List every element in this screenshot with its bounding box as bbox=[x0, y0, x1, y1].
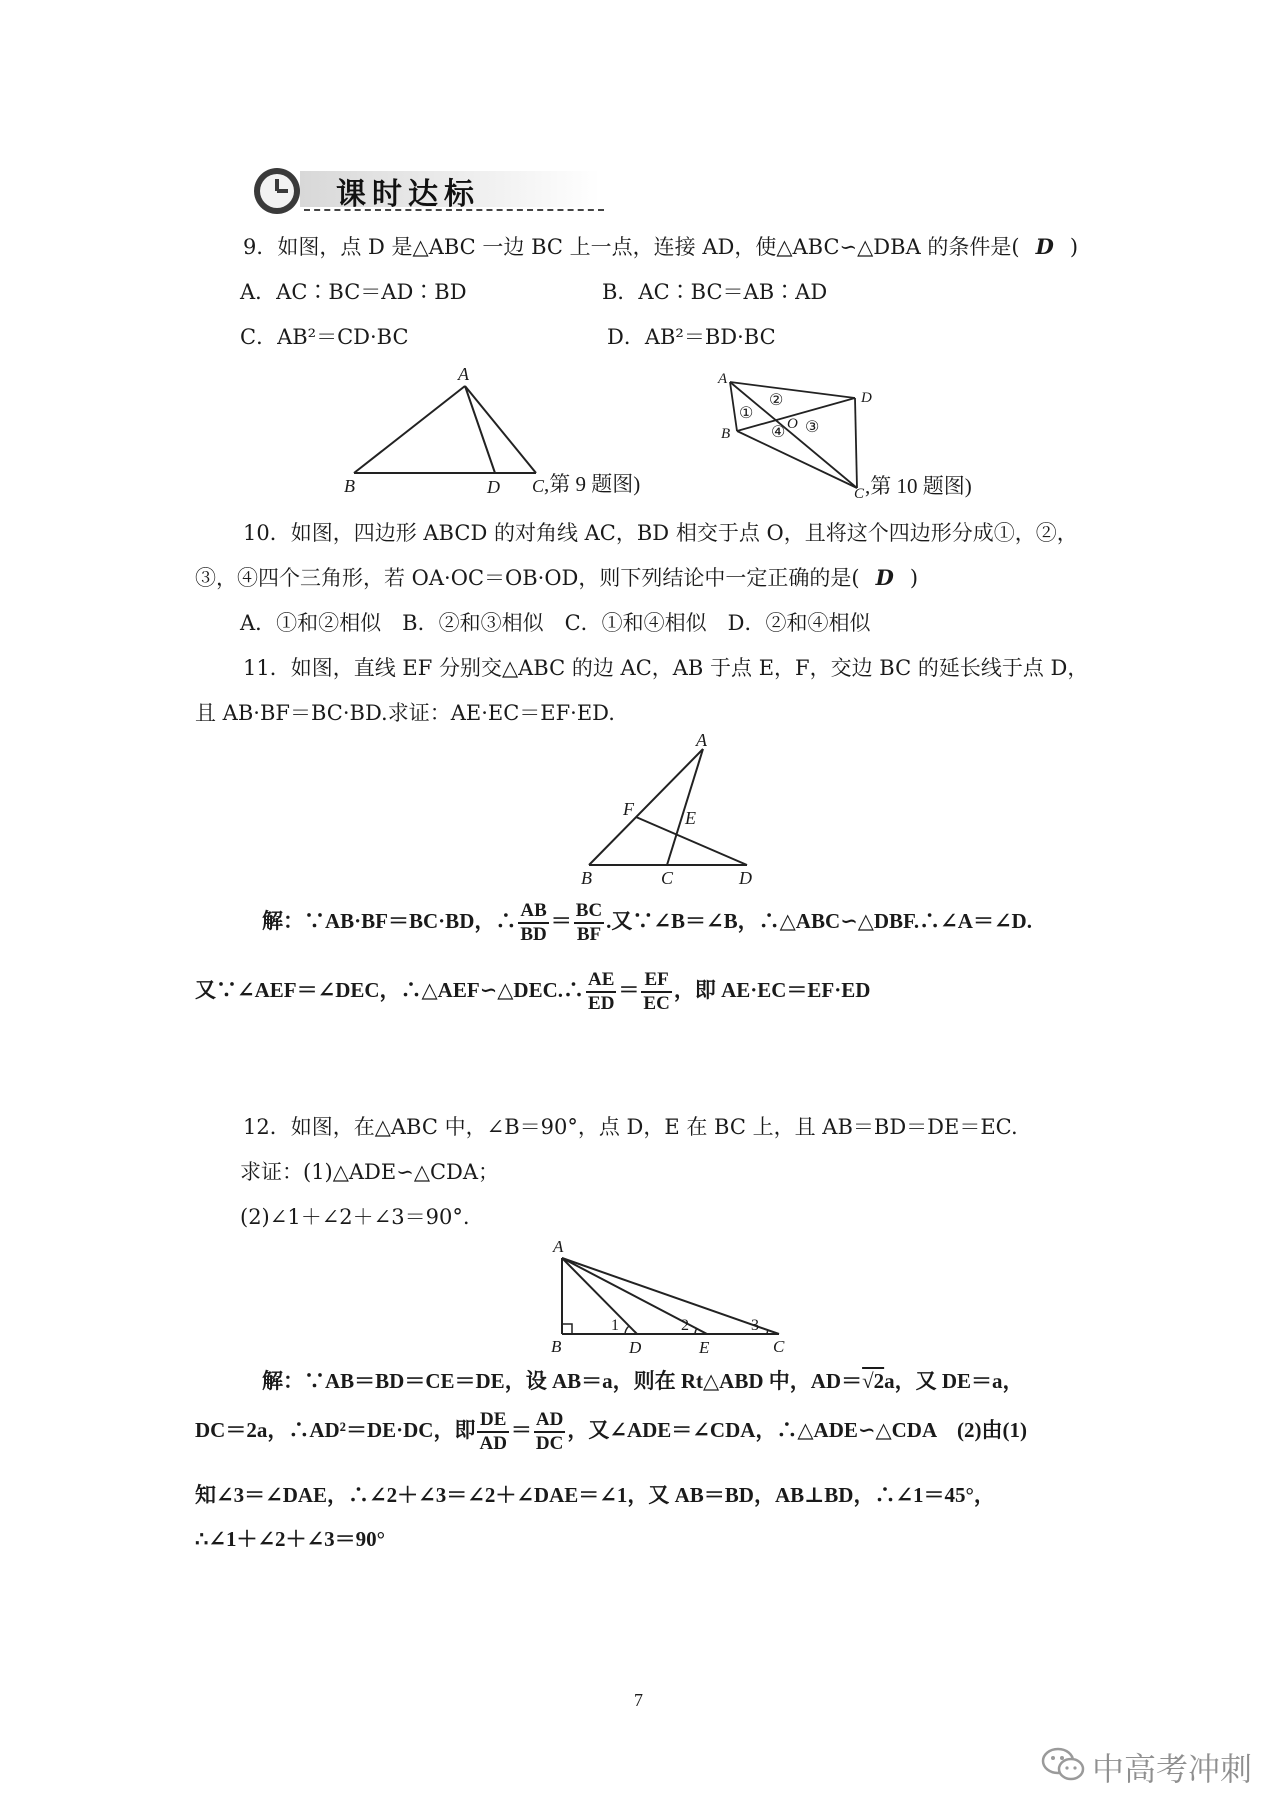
fig12-label-d: D bbox=[629, 1338, 642, 1357]
section-title: 课时达标 bbox=[336, 177, 480, 212]
q10-line2: ③，④四个三角形，若 OA·OC＝OB·OD，则下列结论中一定正确的是( D ) bbox=[195, 565, 919, 590]
fig11-label-c: C bbox=[661, 868, 674, 888]
fig10-label-o: O bbox=[787, 416, 798, 432]
fig11-label-b: B bbox=[581, 868, 592, 888]
q9-option-c: C．AB²＝CD·BC bbox=[240, 325, 409, 349]
q12-line2: 求证：(1)△ADE∽△CDA； bbox=[240, 1160, 500, 1184]
fig12-angle-2: 2 bbox=[681, 1317, 689, 1334]
fig11-label-a: A bbox=[696, 732, 707, 750]
q10-options: A．①和②相似 B．②和③相似 C．①和④相似 D．②和④相似 bbox=[240, 611, 871, 635]
q9-answer: D bbox=[1035, 234, 1054, 259]
section-header bbox=[250, 165, 610, 217]
q10-line1: 10．如图，四边形 ABCD 的对角线 AC，BD 相交于点 O，且将这个四边形分成①，②， bbox=[243, 521, 1078, 545]
q9-stem: 9．如图，点 D 是△ABC 一边 BC 上一点，连接 AD，使△ABC∽△DBA 的条件是( D ) bbox=[243, 234, 1079, 259]
fig10-label-a: A bbox=[718, 371, 728, 387]
fig11-label-e: E bbox=[685, 808, 696, 828]
q9-option-d: D．AB²＝BD·BC bbox=[607, 325, 776, 349]
q11-fraction-4: $\frac{EF}{EC}$ bbox=[643, 969, 670, 1015]
fig9-caption: ,第 9 题图) bbox=[544, 472, 641, 496]
fig11-label-f: F bbox=[623, 799, 634, 819]
q11-solution-line1: 解：∵AB·BF＝BC·BD，∴ $\frac{AB}{BD}$ ＝ $\frac{BC}{BF}$ .又∵∠B＝∠B，∴△ABC∽△DBF.∴∠A＝∠D. bbox=[262, 900, 1032, 946]
q11-line1: 11．如图，直线 EF 分别交△ABC 的边 AC，AB 于点 E，F，交边 BC 的延长线于点 D， bbox=[243, 656, 1089, 680]
fig10-region-3: ③ bbox=[805, 419, 820, 436]
q12-fraction-2: $\frac{AD}{DC}$ bbox=[535, 1409, 564, 1455]
q11-fraction-2: $\frac{BC}{BF}$ bbox=[575, 900, 603, 946]
q11-line2: 且 AB·BF＝BC·BD.求证：AE·EC＝EF·ED. bbox=[195, 701, 615, 725]
q12-solution-line1: 解：∵AB＝BD＝CE＝DE，设 AB＝a，则在 Rt△ABD 中，AD＝√2a，又 DE＝a， bbox=[262, 1369, 1024, 1393]
q12-solution-line4: ∴∠1＋∠2＋∠3＝90° bbox=[195, 1527, 386, 1551]
fig10-region-2: ② bbox=[769, 392, 784, 409]
fig12-angle-1: 1 bbox=[611, 1317, 619, 1334]
fig9-label-d: D bbox=[487, 477, 500, 497]
q12-line3: (2)∠1＋∠2＋∠3＝90°. bbox=[240, 1205, 470, 1229]
q12-solution-line2: DC＝2a，∴AD²＝DE·DC，即 $\frac{DE}{AD}$ ＝ $\frac{AD}{DC}$ ，又∠ADE＝∠CDA，∴△ADE∽△CDA (2)由(1) bbox=[195, 1409, 1027, 1455]
q12-solution-line3: 知∠3＝∠DAE，∴∠2＋∠3＝∠2＋∠DAE＝∠1，又 AB＝BD，AB⊥BD，∴∠1＝45°， bbox=[195, 1483, 995, 1507]
fig10-region-1: ① bbox=[739, 405, 754, 422]
fig9-label-b: B bbox=[344, 476, 355, 496]
fig11-label-d: D bbox=[739, 868, 752, 888]
fig10-region-4: ④ bbox=[771, 424, 786, 441]
fig9-label-c: C bbox=[532, 476, 545, 496]
fig12-label-e: E bbox=[699, 1338, 710, 1357]
fig12-angle-3: 3 bbox=[751, 1317, 759, 1334]
figure-11 bbox=[575, 732, 775, 892]
figure-9 bbox=[340, 360, 680, 500]
q12-fraction-1: $\frac{DE}{AD}$ bbox=[479, 1409, 507, 1455]
q9-option-b: B．AC∶BC＝AB∶AD bbox=[602, 280, 828, 304]
fig12-label-a: A bbox=[553, 1240, 564, 1256]
q9-option-a: A．AC∶BC＝AD∶BD bbox=[240, 280, 467, 304]
q11-solution-line2: 又∵∠AEF＝∠DEC，∴△AEF∽△DEC.∴ $\frac{AE}{ED}$ ＝ $\frac{EF}{EC}$ ，即 AE·EC＝EF·ED bbox=[195, 969, 871, 1015]
q11-fraction-3: $\frac{AE}{ED}$ bbox=[588, 969, 615, 1015]
fig12-label-b: B bbox=[551, 1337, 562, 1356]
fig10-caption: ,第 10 题图) bbox=[865, 474, 972, 498]
wechat-icon bbox=[1040, 1745, 1088, 1785]
page-number: 7 bbox=[634, 1690, 643, 1710]
q10-answer: D bbox=[875, 565, 894, 590]
watermark: 中高考冲刺 bbox=[1092, 1750, 1253, 1788]
fig12-label-c: C bbox=[773, 1337, 785, 1356]
fig10-label-c: C bbox=[854, 486, 865, 500]
q11-fraction-1: $\frac{AB}{BD}$ bbox=[520, 900, 547, 946]
fig9-label-a: A bbox=[458, 364, 469, 384]
fig10-label-b: B bbox=[721, 426, 731, 442]
figure-10 bbox=[715, 368, 1015, 500]
q12-line1: 12．如图，在△ABC 中，∠B＝90°，点 D，E 在 BC 上，且 AB＝BD＝DE＝EC. bbox=[243, 1115, 1018, 1139]
figure-12 bbox=[545, 1240, 795, 1360]
fig10-label-d: D bbox=[861, 390, 872, 406]
clock-icon bbox=[250, 165, 306, 217]
